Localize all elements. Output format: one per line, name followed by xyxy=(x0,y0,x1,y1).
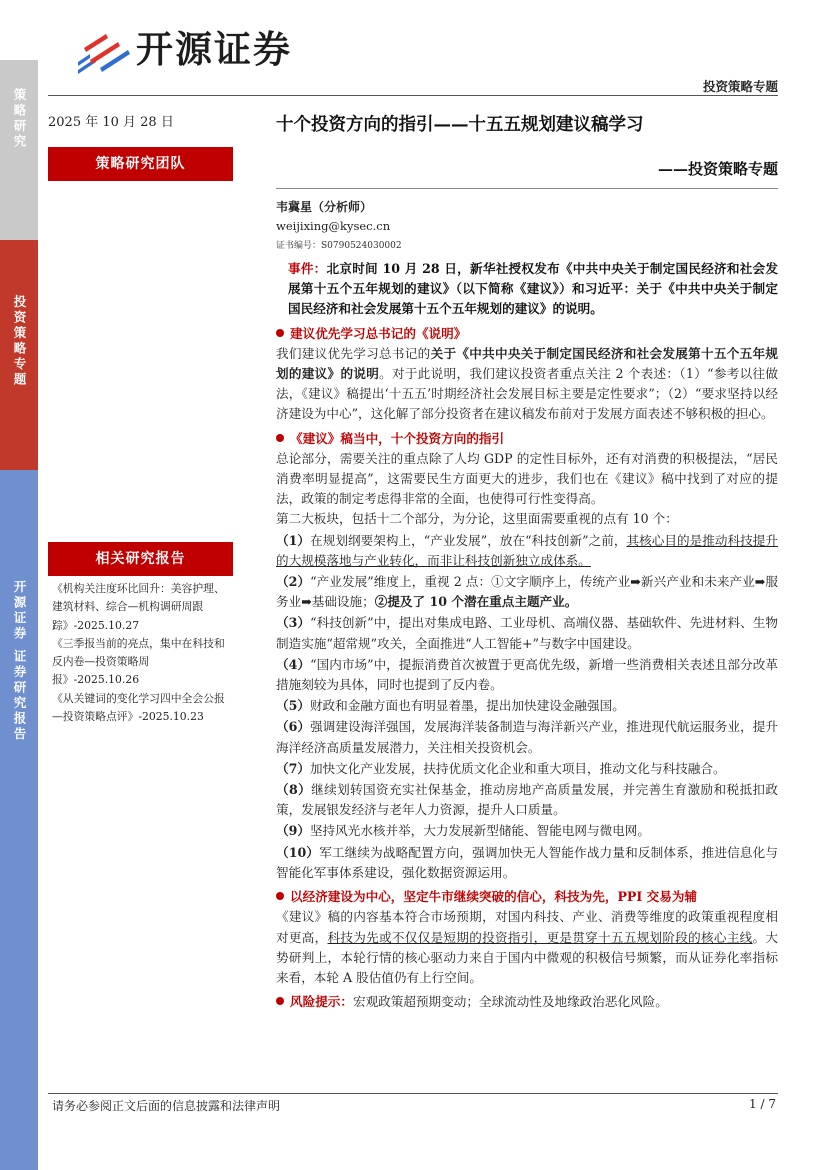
list-item: （2）“产业发展”维度上，重视 2 点：①文字顺序上，传统产业➡新兴产业和未来产业➡服务业➡基础设施；②提及了 10 个潜在重点主题产业。 xyxy=(276,574,779,610)
logo-mark-icon xyxy=(74,28,132,76)
list-item: （5）财政和金融方面也有明显着墨，提出加快建设金融强国。 xyxy=(276,698,625,714)
related-report-link[interactable]: 《从关键词的变化学习四中全会公报—投资策略点评》-2025.10.23 xyxy=(52,691,225,724)
list-item: （9）坚持风光水核并举，大力发展新型储能、智能电网与微电网。 xyxy=(276,823,650,839)
related-reports-list xyxy=(52,580,234,726)
report-body xyxy=(276,259,778,1012)
section-heading: 《建议》稿当中，十个投资方向的指引 xyxy=(276,429,778,449)
page-title: 十个投资方向的指引——十五五规划建议稿学习 xyxy=(276,115,644,135)
list-item: （8）继续划转国资充实社保基金，推动房地产高质量发展，并完善生育激励和税抵扣政策，发展银发经济与老年人力资源，提升人口质量。 xyxy=(276,782,778,818)
report-date: 2025 年 10 月 28 日 xyxy=(48,115,174,130)
side-strip-middle xyxy=(0,240,38,470)
list-item: （4）“国内市场”中，提振消费首次被置于更高优先级，新增一些消费相关表述且部分改革措施刻较为具体，同时也提到了反内卷。 xyxy=(276,656,778,693)
bullet-icon xyxy=(276,434,284,442)
footer-disclaimer: 请务必参阅正文后面的信息披露和法律声明 xyxy=(52,1099,281,1113)
section-paragraph: 总论部分，需要关注的重点除了人均 GDP 的定性目标外，还有对消费的积极提法，“居民消费率明显提高”，这需要民生方面更大的进步，我们也在《建议》稿中找到了对应的提法，政策的制定考虑得非常的全面，也使得可行性变得高。 xyxy=(276,450,778,507)
header-divider xyxy=(48,95,778,96)
page-number: 1 / 7 xyxy=(749,1097,776,1111)
side-strip-bottom xyxy=(0,470,38,1170)
section-heading: 以经济建设为中心，坚定牛市继续突破的信心，科技为先，PPI 交易为辅 xyxy=(276,887,778,907)
bullet-icon xyxy=(276,997,284,1005)
related-report-link[interactable]: 《机构关注度环比回升：美容护理、建筑材料、综合—机构调研周跟踪》-2025.10.27 xyxy=(52,582,225,632)
bullet-icon xyxy=(276,892,284,900)
footer-divider xyxy=(48,1093,778,1094)
related-reports-label: 相关研究报告 xyxy=(48,542,233,576)
list-item: （10）军工继续为战略配置方向，强调加快无人智能作战力量和反制体系，推进信息化与智能化军事体系建设，强化数据资源运用。 xyxy=(276,844,779,880)
section-paragraph: 第二大板块，包括十二个部分，为分论，这里面需要重视的点有 10 个： xyxy=(276,511,678,527)
event-paragraph: 事件：北京时间 10 月 28 日，新华社授权发布《中共中央关于制定国民经济和社会发展第十五个五年规划的建议》（以下简称《建议》）和习近平：关于《中共中央关于制定国民经济和社会发展第十五个五年规划的建议》的说明。 xyxy=(288,261,778,317)
page-subtitle: ——投资策略专题 xyxy=(657,160,778,178)
list-item: （6）强调建设海洋强国，发展海洋装备制造与海洋新兴产业，推进现代航运服务业，提升海洋经济高质量发展潜力，关注相关投资机会。 xyxy=(276,719,779,755)
analyst-name: 韦冀星（分析师） xyxy=(276,200,373,214)
side-bottom-label: 开源证券 证券研究报告 xyxy=(12,580,27,743)
section-heading: 建议优先学习总书记的《说明》 xyxy=(276,324,778,344)
related-report-link[interactable]: 《三季报当前的亮点，集中在科技和反内卷—投资策略周报》-2025.10.26 xyxy=(52,636,225,687)
analyst-cert: 证书编号：S0790524030002 xyxy=(276,241,402,251)
side-middle-label: 投资策略专题 xyxy=(12,295,27,388)
title-divider xyxy=(276,188,778,189)
team-label: 策略研究团队 xyxy=(48,147,233,181)
bullet-icon xyxy=(276,329,284,337)
section-paragraph: 我们建议优先学习总书记的关于《中共中央关于制定国民经济和社会发展第十五个五年规划的建议》的说明。对于此说明，我们建议投资者重点关注 2 个表述：（1）“参考以往做法，《建议》稿提出‘十五五’时期经济社会发展目标主要是定性要求”；（2）“要求坚持以经济建设为中心”，这化解了部分投资者在建议稿发布前对于发展方面表述不够积极的担心。 xyxy=(276,345,779,422)
list-item: （3）“科技创新”中，提出对集成电路、工业母机、高端仪器、基础软件、先进材料、生物制造实施“超常规”攻关，全面推进“人工智能+”与数字中国建设。 xyxy=(276,615,778,651)
brand-name: 开源证券 xyxy=(136,28,292,71)
section-paragraph: 《建议》稿的内容基本符合市场预期，对国内科技、产业、消费等维度的政策重视程度相对更高，科技为先或不仅仅是短期的投资指引，更是贯穿十五五规划阶段的核心主线。大势研判上，本轮行情的核心驱动力来自于国内中微观的积极信号频繁，而从证券化率指标来看，本轮 A 股估值仍有上行空间。 xyxy=(276,909,779,985)
risk-note: 风险提示：宏观政策超预期变动；全球流动性及地缘政治恶化风险。 xyxy=(276,992,778,1012)
report-tag: 投资策略专题 xyxy=(702,79,778,94)
side-strip-top xyxy=(0,60,38,240)
list-item: （7）加快文化产业发展，扶持优质文化企业和重大项目，推动文化与科技融合。 xyxy=(276,760,726,776)
side-top-label: 策略研究 xyxy=(12,88,27,150)
list-item: （1）在规划纲要架构上，“产业发展”，放在“科技创新”之前，其核心目的是推动科技提升的大规模落地与产业转化，而非让科技创新独立成体系。 xyxy=(276,532,778,568)
analyst-email[interactable]: weijixing@kysec.cn xyxy=(276,219,391,233)
